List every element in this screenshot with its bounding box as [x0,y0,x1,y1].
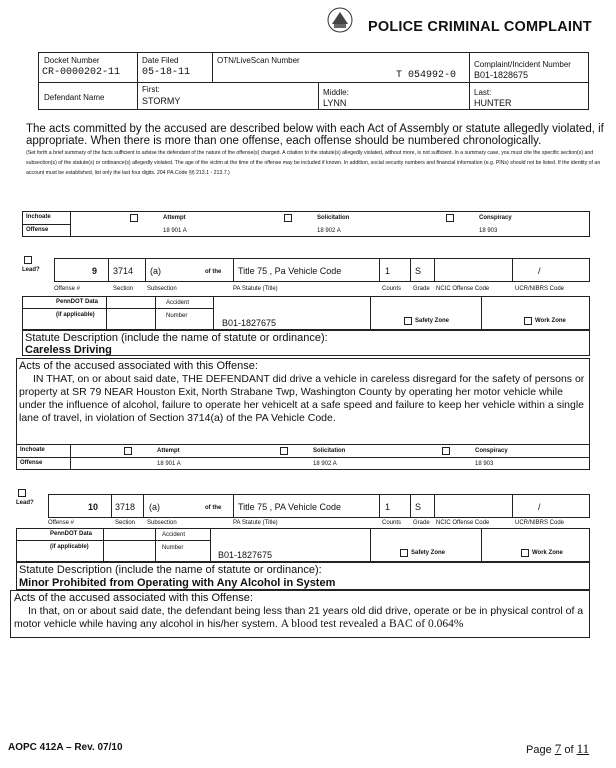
solicitation-checkbox[interactable] [284,214,292,222]
safety-zone-checkbox[interactable] [404,317,412,325]
accident-label: Accident [166,300,190,306]
offense-number: 9 [92,266,98,276]
work-zone-label: Work Zone [535,318,566,324]
last-name-value: HUNTER [474,98,512,108]
statute-value: Title 75 , PA Vehicle Code [238,502,342,512]
first-name-label: First: [142,85,160,94]
attempt-code: 18 901 A [163,228,187,234]
work-zone-checkbox[interactable] [524,317,532,325]
accident-label: Accident [162,532,186,538]
inchoate-label: Inchoate [26,214,51,220]
penndot-label: PennDOT Data [50,531,93,537]
grade-label: Grade [413,520,430,526]
ucr-label: UCR/NIBRS Code [515,286,565,292]
penndot-label: PennDOT Data [56,299,99,305]
penndot-row-1 [22,296,590,330]
attempt-label: Attempt [163,215,186,221]
pa-statute-label: PA Statute (Title) [233,286,278,292]
number-label: Number [166,313,188,319]
ncic-label: NCIC Offense Code [436,286,490,292]
section-value: 3718 [115,502,136,512]
statute-description-label: Statute Description (include the name of statute or ordinance): [19,564,322,576]
solicitation-label: Solicitation [317,215,350,221]
ncic-label: NCIC Offense Code [436,520,490,526]
lead-label: Lead? [16,500,34,506]
middle-name-label: Middle: [323,88,349,97]
subsection-label: Subsection [147,286,177,292]
page-total: 11 [576,741,590,756]
ucr-label: UCR/NIBRS Code [515,520,565,526]
conspiracy-label: Conspiracy [475,448,508,454]
page-indicator [526,741,589,757]
date-filed-label: Date Filed [142,56,179,65]
offense-label: Offense [26,227,49,233]
complaint-number-value: B01-1828675 [474,70,529,80]
work-zone-checkbox[interactable] [521,549,529,557]
page-title: POLICE CRIMINAL COMPLAINT [368,19,592,35]
section-label: Section [115,520,136,526]
statute-description-label: Statute Description (include the name of statute or ordinance): [25,332,328,344]
subsection-value: (a) [149,502,160,512]
lead-checkbox[interactable] [18,489,26,497]
solicitation-checkbox[interactable] [280,447,288,455]
acts-narrative: IN THAT, on or about said date, THE DEFENDANT did drive a vehicle in careless disregard for the safety of persons or property at SR 79 NEAR Houston Exit, North Strabane Twp, Washington County by operating her motor vehicle while under the influence of alcohol, failure to operate her vehicelt at a safe speed and failure to keep her vehicle within a single lane of travel, in violation of Section 3714(a) of the PA Vehicle Code. [19,373,585,424]
subsection-label: Subsection [147,520,177,526]
of-label: of [564,744,574,756]
of-the-label: of the [205,269,222,275]
page-label: Page [526,744,552,756]
number-label: Number [162,545,184,551]
lead-label: Lead? [22,267,40,273]
ucr-value: / [538,266,541,276]
safety-zone-checkbox[interactable] [400,549,408,557]
acts-typed-text: In that, on or about said date, the defendant being less than 21 years old did drive, operate or be in physical control of a motor vehicle while having any alcohol in his/her system. [14,605,584,630]
defendant-name-label: Defendant Name [44,93,105,102]
safety-zone-label: Safety Zone [415,318,450,324]
counts-value: 1 [385,502,391,512]
complaint-number-label: Complaint/Incident Number [474,60,571,69]
instructions-fine-print: (Set forth a brief summary of the facts sufficient to advise the defendant of the nature of the offense(s) charged. A citation to the statute(s) allegedly violated, without more, is not sufficient. In a summary case, you must cite the specific section(s) and subsection(s) of the statute(s) or ordinance(s) allegedly violated. The age of the victim at the time of the offense may be included if known. In addition, social security numbers and financial information (e.g. PINs) should not be listed. If the identity of an account must be established, list only the last four digits. 204 PA.Code §§ 213.1 - 213.7.) [26,150,601,176]
grade-value: S [415,502,422,512]
counts-value: 1 [385,266,391,276]
attempt-code: 18 901 A [157,461,181,467]
acts-handwritten-addendum: A blood test revealed a BAC of 0.064% [280,618,464,630]
otn-label: OTN/LiveScan Number [217,56,300,65]
first-name-value: STORMY [142,96,181,106]
pa-statute-label: PA Statute (Title) [233,520,278,526]
lead-checkbox[interactable] [24,256,32,264]
grade-label: Grade [413,286,430,292]
conspiracy-checkbox[interactable] [442,447,450,455]
section-value: 3714 [113,266,134,276]
ucr-value: / [538,502,541,512]
solicitation-code: 18 902 A [317,228,341,234]
attempt-label: Attempt [157,448,180,454]
pennsylvania-seal-icon [324,6,356,34]
attempt-checkbox[interactable] [124,447,132,455]
page-number: 7 [554,741,562,756]
attempt-checkbox[interactable] [130,214,138,222]
safety-zone-label: Safety Zone [411,550,446,556]
section-label: Section [113,286,134,292]
instructions-paragraph: The acts committed by the accused are described below with each Act of Assembly or statute allegedly violated, if appropriate. When there is more than one offense, each offense should be numbered chronologically. [26,123,604,147]
statute-value: Title 75 , Pa Vehicle Code [238,266,342,276]
last-name-label: Last: [474,88,492,97]
date-filed-value: 05-18-11 [142,67,191,78]
otn-value: T 054992-0 [396,70,457,81]
inchoate-label: Inchoate [20,447,45,453]
docket-label: Docket Number [44,56,100,65]
statute-description-value: Careless Driving [25,344,112,356]
offense-number: 10 [88,502,99,512]
form-number: AOPC 412A – Rev. 07/10 [8,742,123,753]
middle-name-value: LYNN [323,98,347,108]
statute-description-value: Minor Prohibited from Operating with Any Alcohol in System [19,577,336,589]
acts-narrative [14,605,588,631]
counts-label: Counts [382,520,402,526]
accident-number-value: B01-1827675 [218,550,273,560]
counts-label: Counts [382,286,402,292]
acts-label: Acts of the accused associated with this Offense: [19,360,258,372]
docket-value: CR-0000202-11 [42,67,121,78]
subsection-value: (a) [150,266,161,276]
of-the-label: of the [205,505,222,511]
conspiracy-checkbox[interactable] [446,214,454,222]
solicitation-code: 18 902 A [313,461,337,467]
offense-label: Offense [20,460,43,466]
grade-value: S [415,266,422,276]
work-zone-label: Work Zone [532,550,563,556]
solicitation-label: Solicitation [313,448,346,454]
acts-label: Acts of the accused associated with this Offense: [14,592,253,604]
offense-no-label: Offense # [48,520,74,526]
offense-no-label: Offense # [54,286,80,292]
if-applicable-label: (if applicable) [56,312,95,318]
accident-number-value: B01-1827675 [222,318,277,328]
conspiracy-code: 18 903 [475,461,494,467]
if-applicable-label: (if applicable) [50,544,89,550]
conspiracy-label: Conspiracy [479,215,512,221]
conspiracy-code: 18 903 [479,228,498,234]
